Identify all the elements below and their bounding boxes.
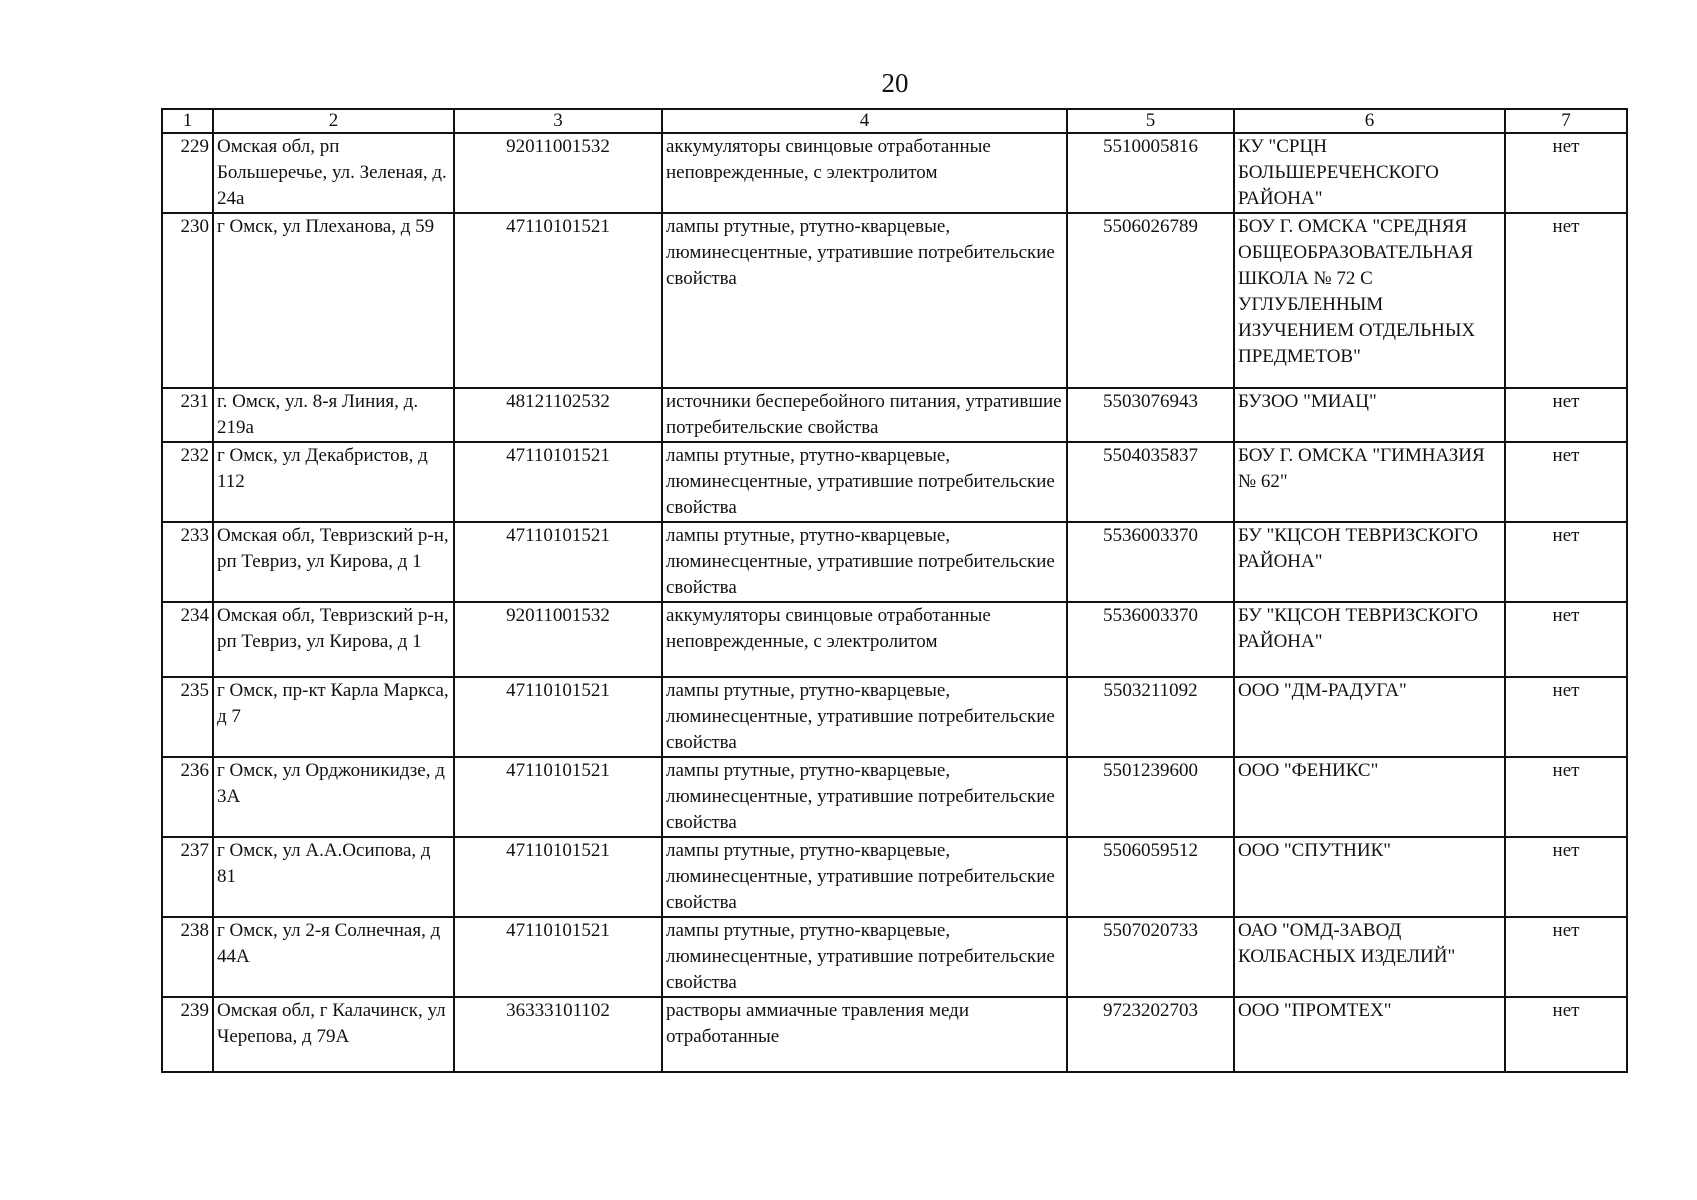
table-row <box>162 442 1627 522</box>
waste-code-cell: 47110101521 <box>454 677 662 757</box>
address-cell: Омская обл, г Калачинск, ул Черепова, д 79А <box>213 997 454 1072</box>
waste-register-table <box>161 108 1628 1073</box>
flag-cell: нет <box>1505 997 1627 1072</box>
inn-cell: 9723202703 <box>1067 997 1234 1072</box>
organization-cell: ООО "ДМ-РАДУГА" <box>1234 677 1505 757</box>
waste-name-cell: растворы аммиачные травления меди отработанные <box>662 997 1067 1072</box>
waste-code-cell: 47110101521 <box>454 213 662 388</box>
organization-cell: КУ "СРЦН БОЛЬШЕРЕЧЕНСКОГО РАЙОНА" <box>1234 133 1505 213</box>
table-row <box>162 133 1627 213</box>
table-row <box>162 677 1627 757</box>
flag-cell: нет <box>1505 442 1627 522</box>
waste-code-cell: 47110101521 <box>454 442 662 522</box>
waste-code-cell: 36333101102 <box>454 997 662 1072</box>
row-number-cell: 239 <box>162 997 213 1072</box>
flag-cell: нет <box>1505 388 1627 442</box>
inn-cell: 5536003370 <box>1067 522 1234 602</box>
organization-cell: БОУ Г. ОМСКА "СРЕДНЯЯ ОБЩЕОБРАЗОВАТЕЛЬНАЯ ШКОЛА № 72 С УГЛУБЛЕННЫМ ИЗУЧЕНИЕМ ОТДЕЛЬНЫХ ПРЕДМЕТОВ" <box>1234 213 1505 388</box>
flag-cell: нет <box>1505 522 1627 602</box>
waste-name-cell: аккумуляторы свинцовые отработанные неповрежденные, с электролитом <box>662 602 1067 677</box>
inn-cell: 5506026789 <box>1067 213 1234 388</box>
inn-cell: 5504035837 <box>1067 442 1234 522</box>
table-row <box>162 757 1627 837</box>
row-number-cell: 233 <box>162 522 213 602</box>
inn-cell: 5506059512 <box>1067 837 1234 917</box>
waste-name-cell: лампы ртутные, ртутно-кварцевые, люминесцентные, утратившие потребительские свойства <box>662 677 1067 757</box>
waste-code-cell: 92011001532 <box>454 133 662 213</box>
inn-cell: 5503076943 <box>1067 388 1234 442</box>
address-cell: г Омск, пр-кт Карла Маркса, д 7 <box>213 677 454 757</box>
address-cell: г Омск, ул Орджоникидзе, д 3А <box>213 757 454 837</box>
waste-name-cell: источники бесперебойного питания, утратившие потребительские свойства <box>662 388 1067 442</box>
organization-cell: БОУ Г. ОМСКА "ГИМНАЗИЯ № 62" <box>1234 442 1505 522</box>
waste-name-cell: лампы ртутные, ртутно-кварцевые, люминесцентные, утратившие потребительские свойства <box>662 757 1067 837</box>
organization-cell: БУ "КЦСОН ТЕВРИЗСКОГО РАЙОНА" <box>1234 522 1505 602</box>
organization-cell: ОАО "ОМД-ЗАВОД КОЛБАСНЫХ ИЗДЕЛИЙ" <box>1234 917 1505 997</box>
flag-cell: нет <box>1505 757 1627 837</box>
flag-cell: нет <box>1505 213 1627 388</box>
inn-cell: 5507020733 <box>1067 917 1234 997</box>
column-header: 1 <box>162 109 213 133</box>
address-cell: г. Омск, ул. 8-я Линия, д. 219а <box>213 388 454 442</box>
inn-cell: 5501239600 <box>1067 757 1234 837</box>
table-row <box>162 997 1627 1072</box>
address-cell: Омская обл, Тевризский р-н, рп Тевриз, ул Кирова, д 1 <box>213 522 454 602</box>
row-number-cell: 235 <box>162 677 213 757</box>
waste-code-cell: 92011001532 <box>454 602 662 677</box>
inn-cell: 5510005816 <box>1067 133 1234 213</box>
table-row <box>162 213 1627 388</box>
row-number-cell: 238 <box>162 917 213 997</box>
flag-cell: нет <box>1505 133 1627 213</box>
table-row <box>162 837 1627 917</box>
inn-cell: 5536003370 <box>1067 602 1234 677</box>
waste-name-cell: лампы ртутные, ртутно-кварцевые, люминесцентные, утратившие потребительские свойства <box>662 917 1067 997</box>
row-number-cell: 236 <box>162 757 213 837</box>
table-row <box>162 522 1627 602</box>
table-row <box>162 388 1627 442</box>
row-number-cell: 229 <box>162 133 213 213</box>
row-number-cell: 232 <box>162 442 213 522</box>
row-number-cell: 237 <box>162 837 213 917</box>
column-header: 4 <box>662 109 1067 133</box>
column-header: 2 <box>213 109 454 133</box>
column-header: 3 <box>454 109 662 133</box>
address-cell: Омская обл, Тевризский р-н, рп Тевриз, ул Кирова, д 1 <box>213 602 454 677</box>
waste-code-cell: 47110101521 <box>454 757 662 837</box>
waste-name-cell: аккумуляторы свинцовые отработанные неповрежденные, с электролитом <box>662 133 1067 213</box>
column-header: 7 <box>1505 109 1627 133</box>
waste-code-cell: 47110101521 <box>454 522 662 602</box>
waste-code-cell: 48121102532 <box>454 388 662 442</box>
waste-name-cell: лампы ртутные, ртутно-кварцевые, люминесцентные, утратившие потребительские свойства <box>662 213 1067 388</box>
page-number: 20 <box>881 68 909 98</box>
address-cell: г Омск, ул А.А.Осипова, д 81 <box>213 837 454 917</box>
waste-name-cell: лампы ртутные, ртутно-кварцевые, люминесцентные, утратившие потребительские свойства <box>662 522 1067 602</box>
address-cell: г Омск, ул 2-я Солнечная, д 44А <box>213 917 454 997</box>
organization-cell: ООО "ФЕНИКС" <box>1234 757 1505 837</box>
waste-code-cell: 47110101521 <box>454 837 662 917</box>
waste-code-cell: 47110101521 <box>454 917 662 997</box>
flag-cell: нет <box>1505 677 1627 757</box>
flag-cell: нет <box>1505 837 1627 917</box>
organization-cell: БУЗОО "МИАЦ" <box>1234 388 1505 442</box>
address-cell: Омская обл, рп Большеречье, ул. Зеленая, д. 24а <box>213 133 454 213</box>
column-number-row <box>162 109 1627 133</box>
address-cell: г Омск, ул Декабристов, д 112 <box>213 442 454 522</box>
organization-cell: БУ "КЦСОН ТЕВРИЗСКОГО РАЙОНА" <box>1234 602 1505 677</box>
organization-cell: ООО "ПРОМТЕХ" <box>1234 997 1505 1072</box>
flag-cell: нет <box>1505 602 1627 677</box>
waste-name-cell: лампы ртутные, ртутно-кварцевые, люминесцентные, утратившие потребительские свойства <box>662 837 1067 917</box>
column-header: 6 <box>1234 109 1505 133</box>
column-header: 5 <box>1067 109 1234 133</box>
waste-name-cell: лампы ртутные, ртутно-кварцевые, люминесцентные, утратившие потребительские свойства <box>662 442 1067 522</box>
inn-cell: 5503211092 <box>1067 677 1234 757</box>
address-cell: г Омск, ул Плеханова, д 59 <box>213 213 454 388</box>
table-row <box>162 602 1627 677</box>
table-row <box>162 917 1627 997</box>
row-number-cell: 234 <box>162 602 213 677</box>
organization-cell: ООО "СПУТНИК" <box>1234 837 1505 917</box>
row-number-cell: 231 <box>162 388 213 442</box>
row-number-cell: 230 <box>162 213 213 388</box>
flag-cell: нет <box>1505 917 1627 997</box>
